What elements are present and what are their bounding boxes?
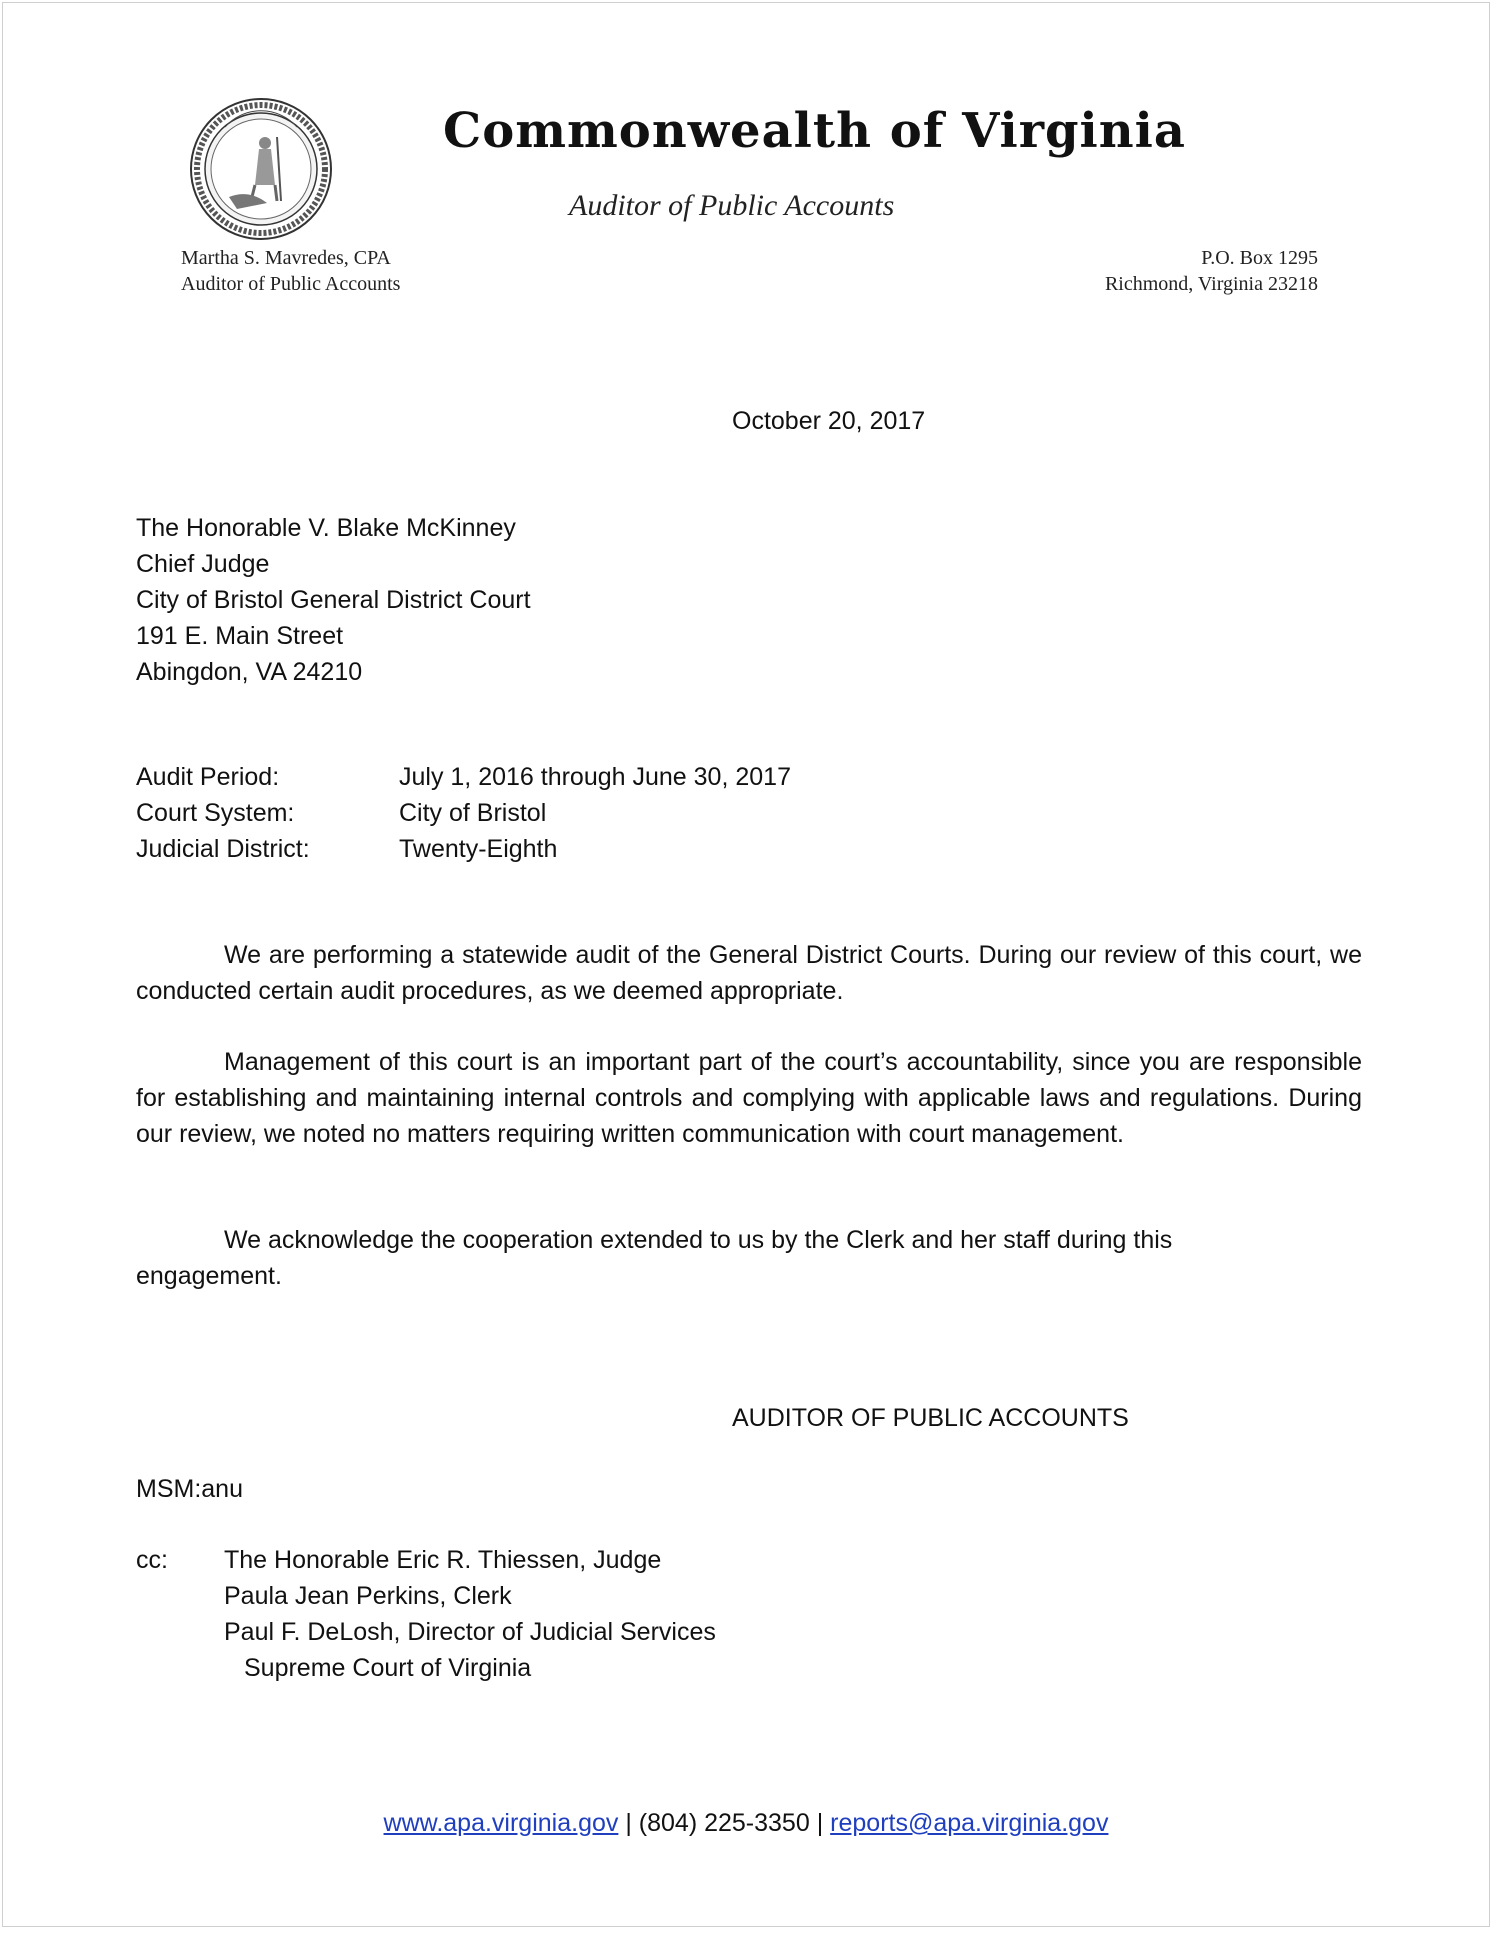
- recipient-line: 191 E. Main Street: [136, 622, 344, 650]
- cc-label: cc:: [136, 1546, 168, 1574]
- auditor-name: Martha S. Mavredes, CPA: [181, 247, 391, 269]
- auditor-name-block: [181, 245, 400, 297]
- virginia-seal-logo: [189, 97, 333, 241]
- cc-recipient: Paul F. DeLosh, Director of Judicial Services: [224, 1618, 716, 1646]
- body-paragraph: [136, 1222, 1286, 1294]
- reference-initials: MSM:anu: [136, 1475, 243, 1503]
- email-link[interactable]: reports@apa.virginia.gov: [830, 1809, 1109, 1837]
- paragraph-text: Management of this court is an important part of the court’s accountability, since you are responsible for establishing and maintaining internal controls and complying with applicable laws and regulations. During our review, we noted no matters requiring written communication with court management.: [136, 1048, 1362, 1148]
- cc-recipient: The Honorable Eric R. Thiessen, Judge: [224, 1546, 662, 1574]
- detail-row: [136, 759, 791, 795]
- recipient-line: Abingdon, VA 24210: [136, 658, 363, 686]
- detail-value: Twenty-Eighth: [399, 835, 558, 863]
- website-link[interactable]: www.apa.virginia.gov: [383, 1809, 619, 1837]
- footer-separator: |: [816, 1809, 824, 1837]
- po-box: P.O. Box 1295: [1201, 247, 1318, 269]
- mailing-address-block: [1105, 245, 1318, 297]
- signature-line: AUDITOR OF PUBLIC ACCOUNTS: [732, 1404, 1129, 1432]
- city-state-zip: Richmond, Virginia 23218: [1104, 273, 1318, 295]
- recipient-line: The Honorable V. Blake McKinney: [136, 514, 516, 542]
- recipient-address: [136, 510, 531, 690]
- recipient-line: City of Bristol General District Court: [136, 586, 531, 614]
- footer-separator: |: [625, 1809, 632, 1837]
- paragraph-text: We are performing a statewide audit of the General District Courts. During our review of this court, we conducted certain audit procedures, as we deemed appropriate.: [136, 941, 1362, 1005]
- detail-label: Judicial District:: [136, 835, 310, 863]
- cc-list: [224, 1542, 716, 1686]
- footer: [3, 1809, 1489, 1838]
- auditor-title: Auditor of Public Accounts: [181, 273, 401, 295]
- detail-value: July 1, 2016 through June 30, 2017: [399, 763, 791, 791]
- body-paragraph: [136, 1044, 1362, 1152]
- cc-recipient: Paula Jean Perkins, Clerk: [224, 1582, 512, 1610]
- detail-row: [136, 831, 791, 867]
- org-subtitle: Auditor of Public Accounts: [569, 189, 895, 222]
- org-title: Commonwealth of Virginia: [443, 103, 1187, 159]
- letter-date: October 20, 2017: [732, 407, 926, 435]
- letter-page: [2, 2, 1490, 1927]
- detail-value: City of Bristol: [399, 799, 547, 827]
- footer-phone: (804) 225-3350: [638, 1809, 810, 1837]
- body-paragraph: [136, 937, 1362, 1009]
- paragraph-text: We acknowledge the cooperation extended to us by the Clerk and her staff during this engagement.: [136, 1226, 1173, 1290]
- detail-row: [136, 795, 791, 831]
- cc-recipient-sub: Supreme Court of Virginia: [244, 1654, 532, 1682]
- audit-details-table: [136, 759, 791, 867]
- detail-label: Audit Period:: [136, 763, 280, 791]
- recipient-line: Chief Judge: [136, 550, 270, 578]
- detail-label: Court System:: [136, 799, 295, 827]
